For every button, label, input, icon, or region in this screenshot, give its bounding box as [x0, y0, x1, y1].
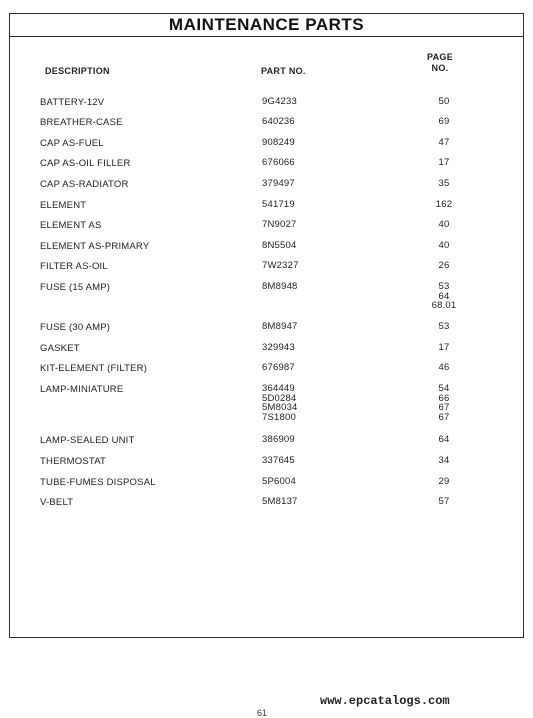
part-description: BATTERY-12V [40, 97, 105, 108]
part-description: CAP AS-FUEL [40, 138, 104, 149]
page-number: 47 [438, 137, 450, 148]
page-number: 69 [438, 116, 450, 127]
part-number-cell [262, 179, 295, 189]
part-number-cell [262, 282, 298, 292]
part-number-cell [262, 117, 295, 127]
page-title: MAINTENANCE PARTS [168, 15, 365, 34]
footer-url: www.epcatalogs.com [320, 694, 450, 708]
part-number: 364449 [262, 383, 295, 394]
page-number: 50 [438, 96, 450, 107]
part-number-cell [262, 261, 299, 271]
part-description: LAMP-MINIATURE [40, 384, 124, 395]
part-description: CAP AS-RADIATOR [40, 179, 129, 190]
part-description: TUBE-FUMES DISPOSAL [40, 477, 156, 488]
part-number-cell [262, 322, 298, 332]
page-number-cell [414, 384, 474, 422]
part-number: 7W2327 [262, 260, 299, 271]
footer-page-number: 61 [257, 708, 268, 718]
part-number: 5D0284 [262, 392, 297, 404]
page-number-cell [414, 179, 474, 189]
part-description: CAP AS-OIL FILLER [40, 158, 131, 169]
part-number-cell [262, 138, 295, 148]
part-description: FUSE (15 AMP) [40, 282, 111, 293]
part-number: 379497 [262, 178, 295, 189]
page-number-cell [414, 435, 474, 445]
part-number: 329943 [262, 342, 295, 353]
page-number: 67 [438, 411, 450, 423]
part-number-cell [262, 200, 295, 210]
part-description: LAMP-SEALED UNIT [40, 435, 135, 446]
part-number-cell [262, 343, 295, 353]
page-number: 53 [438, 281, 450, 292]
page-number: 17 [438, 342, 450, 353]
page-number: 29 [438, 476, 450, 487]
page-number-cell [414, 158, 474, 168]
part-number-cell [262, 220, 296, 230]
page-number: 53 [438, 321, 450, 332]
part-number: 676987 [262, 362, 295, 373]
page-number-cell [414, 241, 474, 251]
part-description: BREATHER-CASE [40, 117, 123, 128]
page-number: 57 [438, 496, 450, 507]
part-number: 337645 [262, 455, 295, 466]
part-number-cell [262, 497, 298, 507]
page-number-cell [414, 477, 474, 487]
page-number: 67 [438, 402, 450, 413]
part-number: 5M8034 [262, 402, 298, 413]
part-number: 908249 [262, 137, 295, 148]
part-description: FUSE (30 AMP) [40, 322, 111, 333]
page-number: 26 [438, 260, 450, 271]
part-number: 9G4233 [262, 96, 298, 107]
page-number: 34 [438, 455, 450, 466]
part-number-cell [262, 97, 297, 107]
page-number: 17 [438, 157, 450, 168]
part-number-cell [262, 241, 296, 251]
page-number-cell [414, 138, 474, 148]
page-number-cell [414, 363, 474, 373]
part-description: THERMOSTAT [40, 456, 107, 467]
page-number-cell [414, 261, 474, 271]
part-description: KIT-ELEMENT (FILTER) [40, 363, 148, 374]
column-header-page-line1: PAGE [426, 52, 454, 62]
page-number-cell [414, 97, 474, 107]
part-description: GASKET [40, 343, 80, 354]
page-number-cell [414, 200, 474, 210]
page-number-cell [414, 220, 474, 230]
part-number: 676066 [262, 157, 295, 168]
title-bar [10, 14, 523, 37]
part-number: 8M8947 [262, 321, 298, 332]
part-description: FILTER AS-OIL [40, 261, 108, 272]
part-description: ELEMENT [40, 200, 87, 211]
part-description: ELEMENT AS [40, 220, 102, 231]
page-number-cell [414, 497, 474, 507]
part-number-cell [262, 435, 295, 445]
part-number: 386909 [262, 434, 295, 445]
page-number: 40 [438, 219, 450, 230]
part-number-cell [262, 456, 295, 466]
part-number: 7S1800 [262, 411, 296, 423]
page-number: 46 [438, 362, 450, 373]
page-number: 162 [435, 199, 453, 210]
part-number: 640236 [262, 116, 295, 127]
part-number: 541719 [262, 199, 295, 210]
page-number-cell [414, 117, 474, 127]
page-number: 68.01 [431, 300, 457, 311]
page-number: 35 [438, 178, 450, 189]
part-number-cell [262, 363, 295, 373]
part-number: 5M8137 [262, 496, 298, 507]
part-number-cell [262, 384, 298, 422]
page-number-cell [414, 282, 474, 311]
page-number-cell [414, 322, 474, 332]
page-number: 64 [438, 290, 450, 302]
part-number: 8M8948 [262, 281, 298, 292]
column-header-page-line2: NO. [431, 63, 449, 73]
column-header-part-no: PART NO. [261, 66, 306, 76]
page-frame [9, 13, 524, 638]
part-number: 7N9027 [262, 219, 297, 230]
part-description: ELEMENT AS-PRIMARY [40, 241, 150, 252]
part-number-cell [262, 477, 296, 487]
part-number: 8N5504 [262, 240, 297, 251]
column-header-page-no [410, 52, 470, 74]
page-number-cell [414, 343, 474, 353]
part-description: V-BELT [40, 497, 74, 508]
part-number: 5P6004 [262, 476, 296, 487]
column-header-description: DESCRIPTION [45, 66, 110, 76]
page-number: 64 [438, 434, 450, 445]
page-number: 54 [438, 383, 450, 394]
part-number-cell [262, 158, 295, 168]
page-number-cell [414, 456, 474, 466]
page-number: 66 [438, 392, 450, 404]
page-number: 40 [438, 240, 450, 251]
